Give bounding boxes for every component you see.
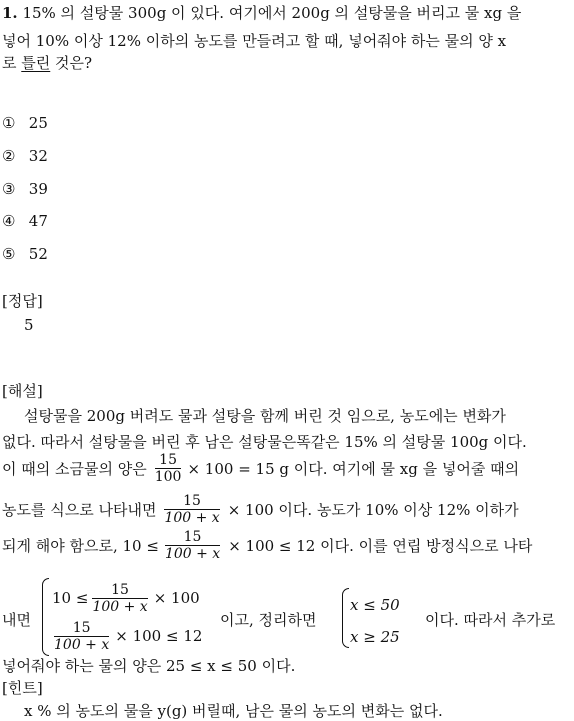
fraction-15-over-100 — [155, 452, 182, 485]
explanation-line-2: 없다. 따라서 설탕물을 버린 후 남은 설탕물은똑같은 15% 의 설탕물 100g 이다. — [2, 433, 527, 451]
system-2-row-1: x ≤ 50 — [350, 596, 400, 614]
choice-4[interactable] — [2, 212, 48, 230]
choice-1-mark: ① — [2, 114, 16, 132]
question-text-3-suffix: 것은? — [50, 54, 93, 72]
fraction-denominator: 100 + x — [164, 545, 221, 562]
explanation-label: [해설] — [2, 382, 43, 400]
question-text-2: 넣어 10% 이상 12% 이하의 농도를 만들려고 할 때, 넣어줘야 하는 물의 양 x — [2, 32, 507, 50]
answer-label: [정답] — [2, 292, 43, 310]
fraction-numerator: 15 — [183, 528, 202, 545]
explanation-line-4-prefix: 농도를 식으로 나타내면 — [2, 500, 157, 519]
system-1-row-2-fraction — [54, 620, 109, 653]
fraction-numerator: 15 — [72, 619, 91, 636]
explanation-line-3 — [2, 449, 519, 487]
explanation-line-5-suffix: × 100 ≤ 12 이다. 이를 연립 방정식으로 나타 — [228, 536, 533, 555]
choice-2-mark: ② — [2, 147, 16, 165]
explanation-line-3-prefix: 이 때의 소금물의 양은 — [2, 459, 147, 478]
system-1-row-1 — [52, 580, 200, 616]
fraction-denominator: 100 + x — [164, 509, 220, 526]
explanation-line-3-suffix: × 100 = 15 g 이다. 여기에 물 xg 을 넣어줄 때의 — [187, 459, 520, 478]
explanation-line-4 — [2, 490, 519, 528]
choice-3[interactable] — [2, 180, 48, 198]
choice-5-mark: ⑤ — [2, 245, 16, 263]
system-1-row-1-fraction — [92, 582, 147, 615]
explanation-line-5-prefix: 되게 해야 함으로, 10 ≤ — [2, 536, 159, 555]
fraction-denominator: 100 + x — [54, 636, 110, 653]
fraction-numerator: 15 — [111, 581, 129, 598]
explanation-line-6-suffix: 이다. 따라서 추가로 — [425, 611, 556, 629]
fraction-15-over-100-plus-x-inline — [165, 529, 220, 562]
fraction-denominator: 100 + x — [92, 598, 148, 615]
choice-5-value: 52 — [28, 245, 48, 263]
question-text-1: 15% 의 설탕물 300g 이 있다. 여기에서 200g 의 설탕물을 버리고 물 xg 을 — [22, 4, 522, 22]
fraction-numerator: 15 — [183, 492, 201, 509]
choice-5[interactable] — [2, 245, 48, 263]
choice-4-value: 47 — [28, 212, 48, 230]
choice-2-value: 32 — [28, 147, 48, 165]
choice-1-value: 25 — [28, 114, 48, 132]
explanation-line-7: 넣어줘야 하는 물의 양은 25 ≤ x ≤ 50 이다. — [2, 657, 296, 675]
left-brace-system-2 — [342, 588, 349, 648]
explanation-line-4-suffix: × 100 이다. 농도가 10% 이상 12% 이하가 — [227, 500, 519, 519]
choice-3-mark: ③ — [2, 180, 16, 198]
question-text-3-prefix: 로 — [2, 54, 22, 72]
question-number: 1. — [2, 4, 18, 22]
explanation-line-6-middle: 이고, 정리하면 — [220, 611, 317, 629]
choice-1[interactable] — [2, 114, 48, 132]
hint-label: [힌트] — [2, 679, 43, 697]
system-1-row-1-prefix: 10 ≤ — [52, 589, 89, 607]
system-1-row-2 — [52, 618, 202, 654]
choice-3-value: 39 — [28, 180, 48, 198]
fraction-denominator: 100 — [154, 468, 182, 485]
question-text-3-underlined: 틀린 — [21, 54, 51, 72]
fraction-15-over-100-plus-x — [164, 493, 219, 526]
explanation-line-6-prefix: 내면 — [2, 611, 31, 629]
question-line-1 — [2, 2, 521, 23]
question-line-2 — [2, 30, 506, 51]
system-1-row-2-suffix: × 100 ≤ 12 — [115, 627, 203, 645]
question-line-3 — [2, 52, 92, 73]
left-brace-system-1 — [42, 578, 49, 656]
answer-value: 5 — [24, 316, 34, 334]
choice-4-mark: ④ — [2, 212, 16, 230]
system-1-row-1-suffix: × 100 — [153, 589, 200, 607]
explanation-line-1: 설탕물을 200g 버려도 물과 설탕을 함께 버린 것 임으로, 농도에는 변화가 — [24, 407, 506, 425]
fraction-numerator: 15 — [159, 451, 177, 468]
system-2-row-2: x ≥ 25 — [350, 628, 400, 646]
hint-text: x % 의 농도의 물을 y(g) 버릴때, 남은 물의 농도의 변화는 없다. — [24, 702, 443, 720]
explanation-line-5 — [2, 526, 532, 564]
choice-2[interactable] — [2, 147, 48, 165]
